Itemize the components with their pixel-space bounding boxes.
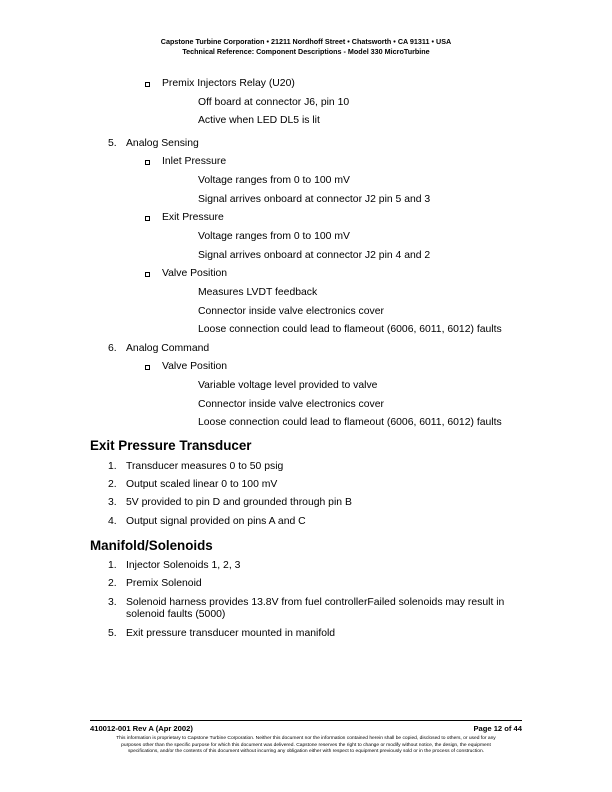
relay-detail: Off board at connector J6, pin 10 [198, 97, 350, 108]
exit-pressure-title: Exit Pressure [162, 212, 224, 223]
list-item: Premix Solenoid [126, 578, 202, 589]
footer-doc-id: 410012-001 Rev A (Apr 2002) [90, 724, 193, 733]
command-valve-title: Valve Position [162, 361, 228, 372]
list-number: 4. [108, 516, 117, 527]
relay-detail: Active when LED DL5 is lit [198, 115, 320, 126]
valve-position-title: Valve Position [162, 268, 228, 279]
inlet-pressure-detail: Voltage ranges from 0 to 100 mV [198, 175, 350, 186]
valve-position-detail: Loose connection could lead to flameout (6006, 6011, 6012) faults [198, 324, 502, 335]
list-number: 3. [108, 497, 117, 508]
list-number: 1. [108, 560, 117, 571]
footer-notice-line: specifications, and/or the contents of this document without incurring any obligation either with respect to equipment previously sold or in the process of construction. [127, 749, 485, 755]
inlet-pressure-title: Inlet Pressure [162, 156, 227, 167]
list-number: 2. [108, 479, 117, 490]
list-number: 3. [108, 597, 117, 608]
analog-command-label: Analog Command [126, 343, 210, 354]
bullet-square-icon [145, 272, 150, 277]
list-number: 1. [108, 461, 117, 472]
section-heading: Manifold/Solenoids [90, 538, 213, 553]
footer-notice [90, 736, 522, 756]
inlet-pressure-detail: Signal arrives onboard at connector J2 pin 5 and 3 [198, 194, 431, 205]
list-item: Solenoid harness provides 13.8V from fuel controllerFailed solenoids may result in [126, 597, 505, 608]
footer-page-number: Page 12 of 44 [473, 724, 522, 733]
bullet-square-icon [145, 160, 150, 165]
header-title-line: Technical Reference: Component Descriptions - Model 330 MicroTurbine [182, 46, 430, 56]
command-valve-detail: Variable voltage level provided to valve [198, 380, 378, 391]
analog-sensing-label: Analog Sensing [126, 138, 199, 149]
list-item: Transducer measures 0 to 50 psig [126, 461, 284, 472]
list-item: Output scaled linear 0 to 100 mV [126, 479, 278, 490]
list-number: 2. [108, 578, 117, 589]
relay-title: Premix Injectors Relay (U20) [162, 78, 295, 89]
footer-divider [90, 720, 522, 721]
section-heading: Exit Pressure Transducer [90, 438, 252, 453]
list-item: 5V provided to pin D and grounded through pin B [126, 497, 352, 508]
list-item: Exit pressure transducer mounted in manifold [126, 628, 336, 639]
bullet-square-icon [145, 82, 150, 87]
list-item-continuation: solenoid faults (5000) [126, 609, 226, 620]
command-valve-detail: Loose connection could lead to flameout (6006, 6011, 6012) faults [198, 417, 502, 428]
exit-pressure-detail: Voltage ranges from 0 to 100 mV [198, 231, 350, 242]
bullet-square-icon [145, 216, 150, 221]
list-number: 5. [108, 628, 117, 639]
valve-position-detail: Measures LVDT feedback [198, 287, 318, 298]
list-number: 5. [108, 138, 117, 149]
header-company-line: Capstone Turbine Corporation • 21211 Nordhoff Street • Chatsworth • CA 91311 • USA [160, 37, 452, 46]
footer-notice-line: This information is proprietary to Capstone Turbine Corporation. Neither this document nor the information contained herein shall be copied, disclosed to others, or used for any [116, 736, 496, 741]
list-item: Output signal provided on pins A and C [126, 516, 306, 527]
list-number: 6. [108, 343, 117, 354]
valve-position-detail: Connector inside valve electronics cover [198, 306, 384, 317]
page-header [0, 37, 612, 56]
bullet-square-icon [145, 365, 150, 370]
footer-notice-line: purposes other than the specific purpose for which this document was delivered. Capstone reserves the right to change or modify without notice, the design, the equipment [121, 742, 491, 748]
command-valve-detail: Connector inside valve electronics cover [198, 399, 384, 410]
list-item: Injector Solenoids 1, 2, 3 [126, 560, 241, 571]
exit-pressure-detail: Signal arrives onboard at connector J2 pin 4 and 2 [198, 250, 431, 261]
